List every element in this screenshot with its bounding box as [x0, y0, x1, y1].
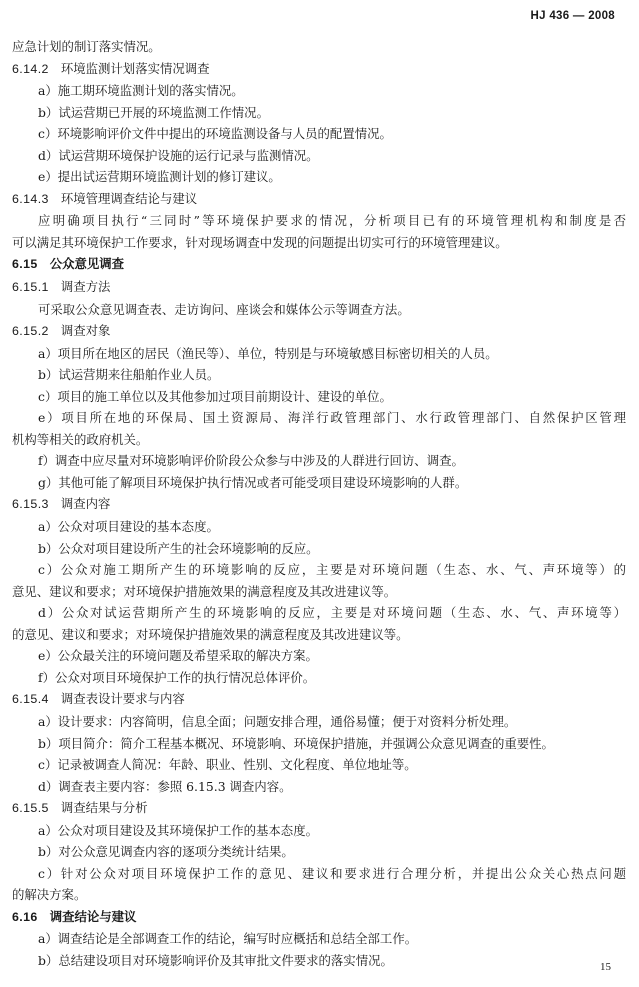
section-heading-6-14-3	[12, 188, 626, 211]
paragraph-line: 可以满足其环境保护工作要求，针对现场调查中发现的问题提出切实可行的环境管理建议。	[12, 234, 508, 250]
document-id-header: HJ 436 — 2008	[530, 10, 615, 22]
list-item: c）环境影响评价文件中提出的环境监测设备与人员的配置情况。	[38, 126, 392, 142]
list-item-continuation: 的意见、建议和要求；对环境保护措施效果的满意程度及其改进建议等。	[12, 626, 409, 642]
paragraph-line: 应明确项目执行“三同时”等环境保护要求的情况，分析项目已有的环境管理机构和制度是否	[38, 213, 626, 229]
list-item: d）试运营期环境保护设施的运行记录与监测情况。	[38, 147, 319, 163]
section-heading-6-15-2	[12, 320, 626, 343]
section-number: 6.16	[12, 909, 38, 924]
section-title: 环境监测计划落实情况调查	[60, 60, 210, 76]
paragraph-line: 可采取公众意见调查表、走访询问、座谈会和媒体公示等调查方法。	[38, 301, 410, 317]
list-item: f）公众对项目环境保护工作的执行情况总体评价。	[38, 669, 316, 685]
list-item: a）公众对项目建设的基本态度。	[38, 519, 219, 535]
list-item: b）对公众意见调查内容的逐项分类统计结果。	[38, 844, 294, 860]
section-heading-6-15-4	[12, 688, 626, 711]
section-heading-6-14-2	[12, 58, 626, 81]
section-title: 调查结果与分析	[60, 800, 148, 816]
section-heading-6-16	[12, 906, 626, 929]
section-number: 6.15.2	[12, 324, 49, 339]
list-item: c）公众对施工期所产生的环境影响的反应，主要是对环境问题（生态、水、气、声环境等）的	[38, 562, 626, 578]
section-number: 6.15.3	[12, 497, 49, 512]
list-item: e）项目所在地的环保局、国土资源局、海洋行政管理部门、水行政管理部门、自然保护区管理	[38, 410, 626, 426]
section-heading-6-15	[12, 253, 626, 276]
list-item: a）施工期环境监测计划的落实情况。	[38, 83, 244, 99]
list-item-continuation: 的解决方案。	[12, 887, 87, 903]
list-item: b）公众对项目建设所产生的社会环境影响的反应。	[38, 540, 319, 556]
section-heading-6-15-5	[12, 797, 626, 820]
section-title: 调查对象	[60, 323, 111, 339]
list-item: b）试运营期来往船舶作业人员。	[38, 367, 220, 383]
list-item-continuation: 意见、建议和要求；对环境保护措施效果的满意程度及其改进建议等。	[12, 583, 397, 599]
list-item: e）公众最关注的环境问题及希望采取的解决方案。	[38, 648, 318, 664]
section-title: 调查表设计要求与内容	[60, 691, 185, 707]
section-number: 6.14.2	[12, 61, 49, 76]
section-number: 6.15	[12, 257, 38, 272]
section-heading-6-15-1	[12, 276, 626, 299]
list-item-continuation: 机构等相关的政府机关。	[12, 431, 149, 447]
list-item: b）项目简介：简介工程基本概况、环境影响、环境保护措施，并强调公众意见调查的重要性。	[38, 735, 554, 751]
section-number: 6.15.1	[12, 280, 49, 295]
section-heading-6-15-3	[12, 493, 626, 516]
list-item: c）项目的施工单位以及其他参加过项目前期设计、建设的单位。	[38, 388, 392, 404]
list-item: a）公众对项目建设及其环境保护工作的基本态度。	[38, 822, 318, 838]
document-body	[12, 36, 626, 972]
paragraph-line: 应急计划的制订落实情况。	[12, 39, 161, 54]
list-item: f）调查中应尽量对环境影响评价阶段公众参与中涉及的人群进行回访、调查。	[38, 453, 464, 469]
list-item: e）提出试运营期环境监测计划的修订建议。	[38, 169, 281, 185]
section-number: 6.15.4	[12, 692, 49, 707]
section-title: 公众意见调查	[49, 256, 125, 272]
page-number: 15	[600, 961, 611, 973]
list-item: d）公众对试运营期所产生的环境影响的反应，主要是对环境问题（生态、水、气、声环境等）	[38, 605, 626, 621]
section-number: 6.15.5	[12, 801, 49, 816]
list-item: b）试运营期已开展的环境监测工作情况。	[38, 104, 269, 120]
section-title: 调查结论与建议	[49, 908, 137, 924]
list-item: a）调查结论是全部调查工作的结论，编写时应概括和总结全部工作。	[38, 931, 418, 947]
list-item: d）调查表主要内容：参照 6.15.3 调查内容。	[38, 778, 292, 794]
list-item: a）设计要求：内容简明，信息全面；问题安排合理，通俗易懂；便于对资料分析处理。	[38, 713, 517, 729]
section-title: 调查内容	[60, 496, 111, 512]
list-item: c）记录被调查人简况：年龄、职业、性别、文化程度、单位地址等。	[38, 757, 417, 773]
section-title: 调查方法	[60, 279, 111, 295]
list-item: b）总结建设项目对环境影响评价及其审批文件要求的落实情况。	[38, 952, 393, 968]
list-item: g）其他可能了解项目环境保护执行情况或者可能受项目建设环境影响的人群。	[38, 474, 468, 490]
section-title: 环境管理调查结论与建议	[60, 190, 198, 206]
list-item: c）针对公众对项目环境保护工作的意见、建议和要求进行合理分析，并提出公众关心热点问题	[38, 865, 626, 881]
section-number: 6.14.3	[12, 191, 49, 206]
list-item: a）项目所在地区的居民（渔民等）、单位，特别是与环境敏感目标密切相关的人员。	[38, 345, 498, 361]
